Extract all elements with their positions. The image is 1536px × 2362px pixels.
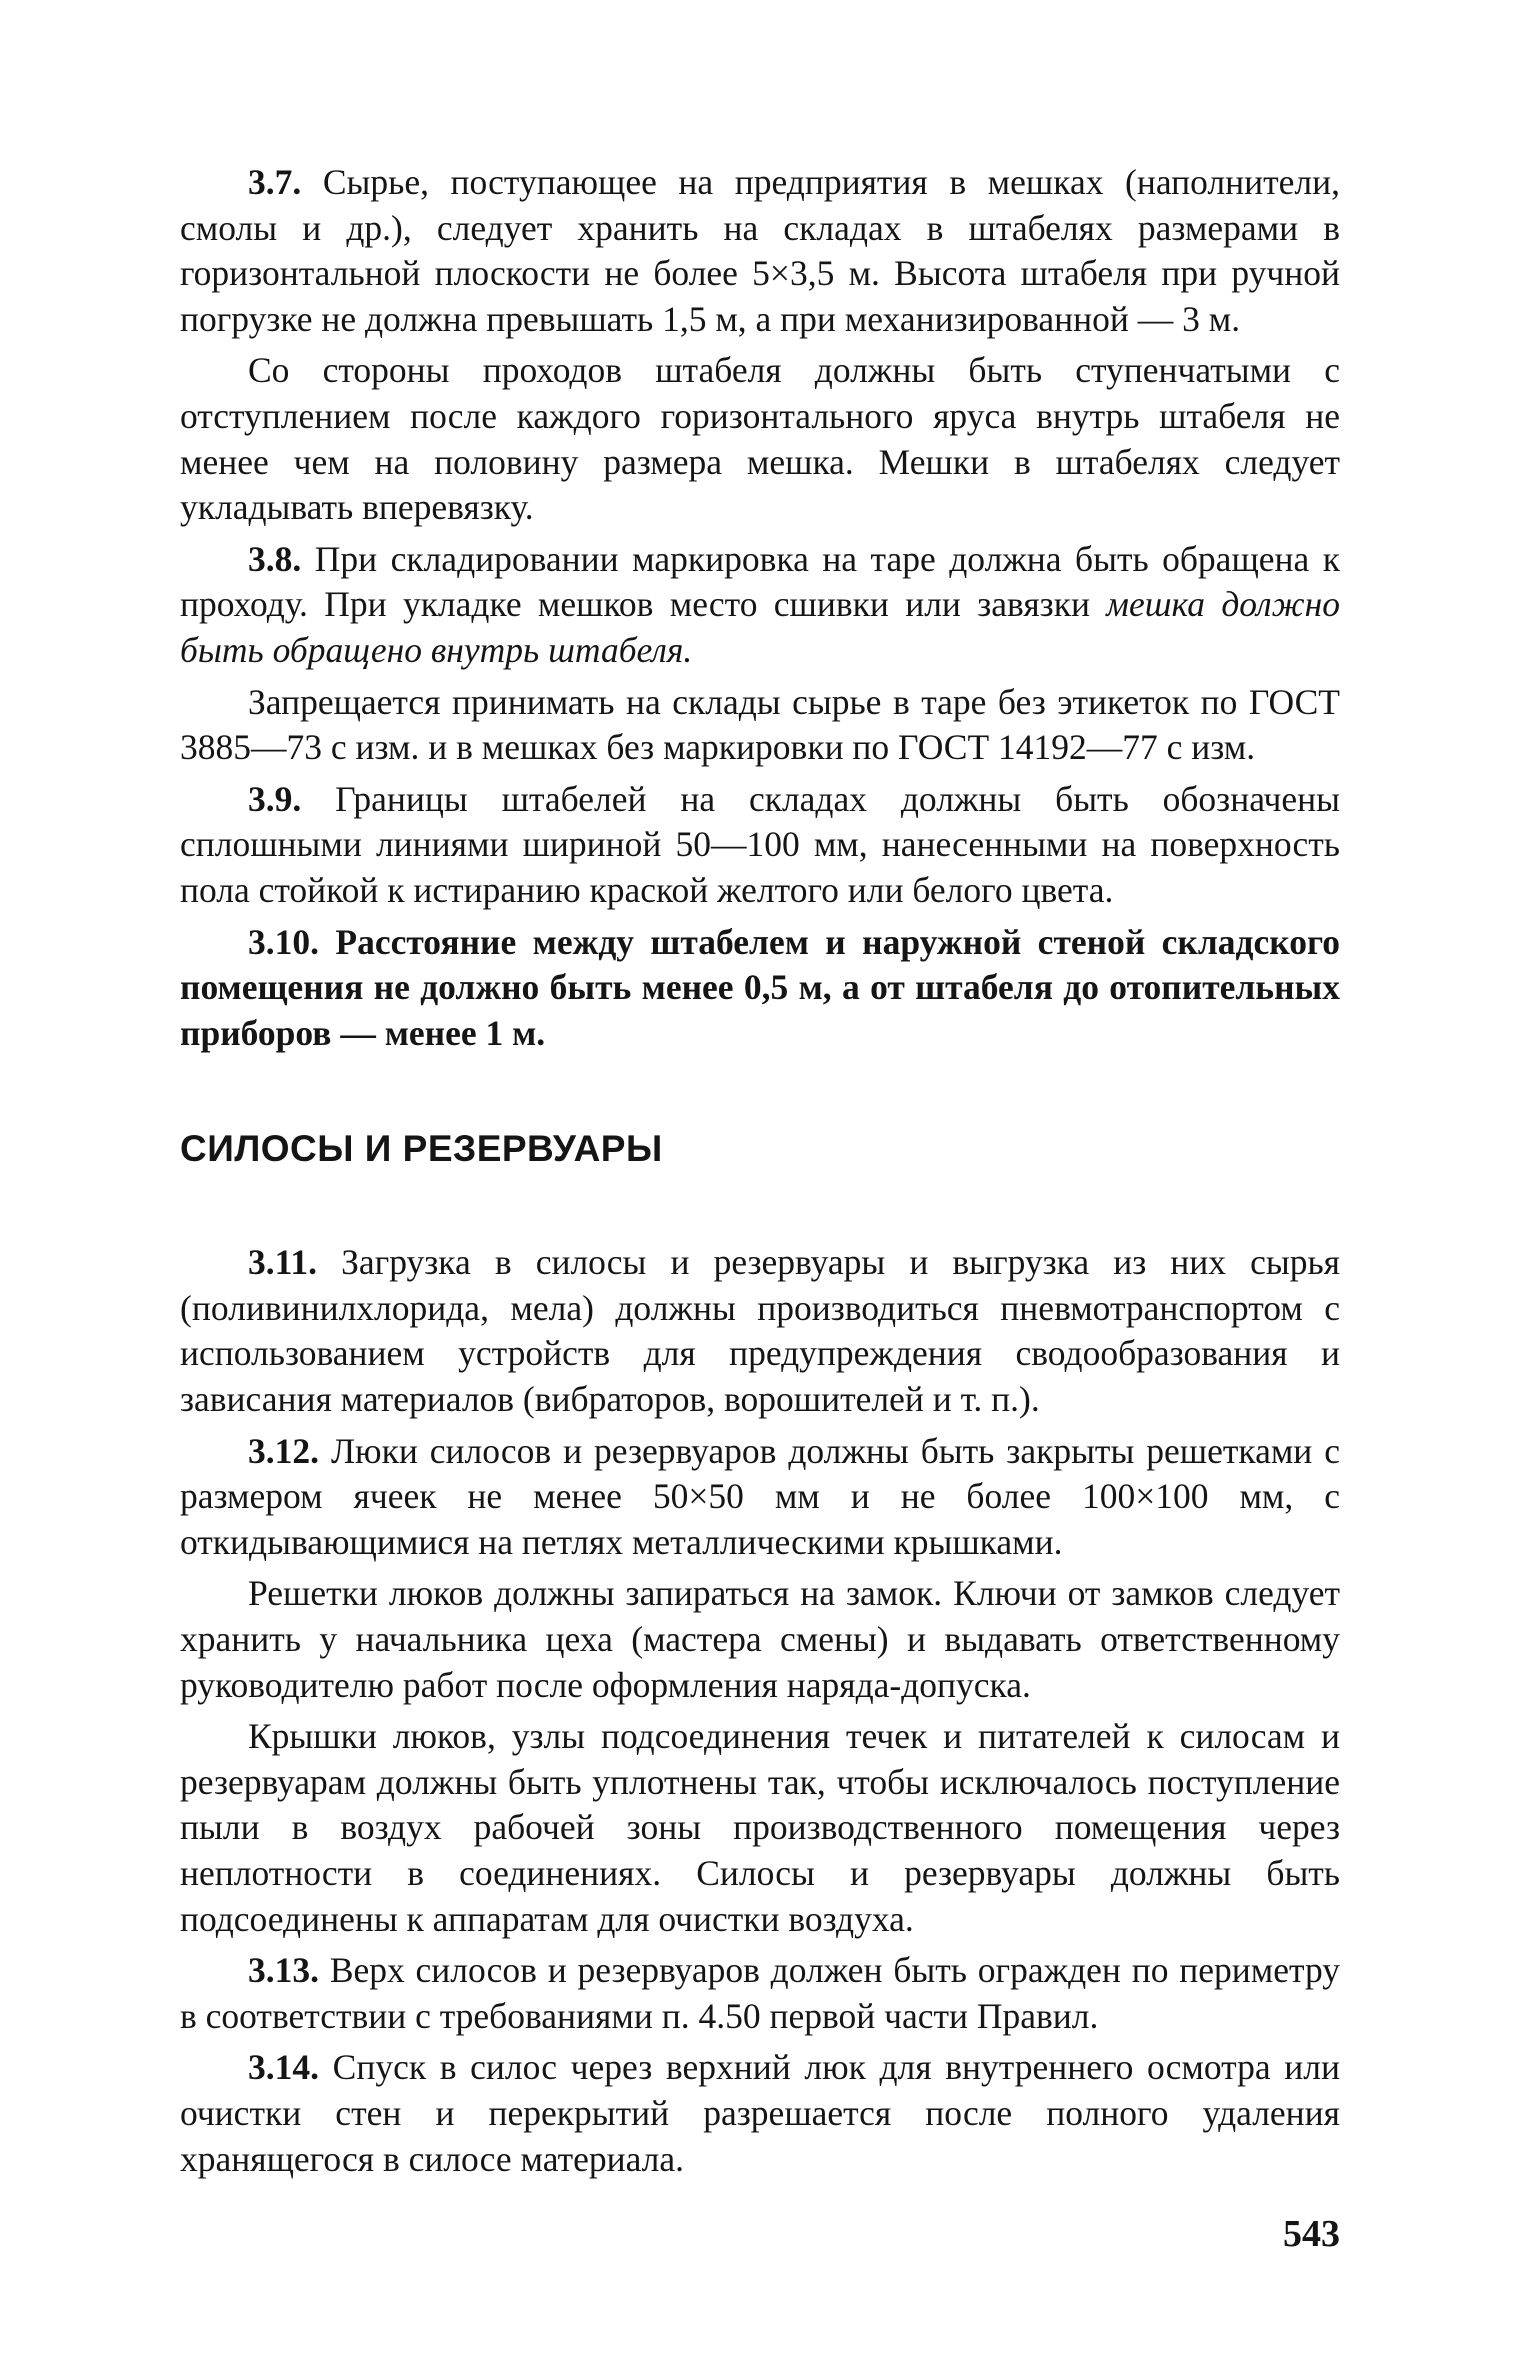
paragraph-text: Сырье, поступающее на предприятия в мешках (наполнители, смолы и др.), следует хранить на складах в штабелях размерами в горизонтальной плоскости не более 5×3,5 м. Высота штабеля при ручной погрузке не должна превышать 1,5 м, а при механизированной — 3 м. <box>180 162 1340 339</box>
paragraph-text: Спуск в силос через верхний люк для внутреннего осмотра или очистки стен и перекрытий разрешается после полного удаления хранящегося в силосе материала. <box>180 2047 1341 2179</box>
paragraph-text: Загрузка в силосы и резервуары и выгрузка из них сырья (поливинилхлорида, мела) должны производиться пневмотранспортом с использованием устройств для предупреждения сводообразования и зависания материалов (вибраторов, ворошителей и т. п.). <box>180 1242 1341 1420</box>
paragraph-labels-prohibition <box>180 680 1340 771</box>
clause-number: 3.12. <box>248 1430 319 1471</box>
paragraph-3-7 <box>180 160 1340 342</box>
page-number: 543 <box>1283 2213 1340 2255</box>
paragraph-3-8 <box>180 537 1340 674</box>
paragraph-hatch-seals <box>180 1714 1340 1942</box>
paragraph-hatch-locks <box>180 1571 1340 1708</box>
paragraph-text: Запрещается принимать на склады сырье в таре без этикеток по ГОСТ 3885—73 с изм. и в мешках без маркировки по ГОСТ 14192—77 с изм. <box>180 681 1340 768</box>
paragraph-3-13 <box>180 1948 1340 2039</box>
clause-number: 3.7. <box>248 162 302 202</box>
paragraph-text: Со стороны проходов штабеля должны быть ступенчатыми с отступлением после каждого горизонтального яруса внутрь штабеля не менее чем на половину размера мешка. Мешки в штабелях следует укладывать вперевязку. <box>180 350 1340 528</box>
paragraph-3-14 <box>180 2045 1340 2182</box>
section-heading: СИЛОСЫ И РЕЗЕРВУАРЫ <box>180 1128 663 1170</box>
clause-number: 3.8. <box>248 538 302 579</box>
paragraph-text: Расстояние между штабелем и наружной стеной складского помещения не должно быть менее 0,5 м, а от штабеля до отопительных приборов — менее 1 м. <box>180 921 1340 1053</box>
clause-number: 3.9. <box>248 778 302 819</box>
clause-number: 3.13. <box>248 1950 319 1991</box>
clause-number: 3.14. <box>248 2047 319 2088</box>
paragraph-text: Верх силосов и резервуаров должен быть огражден по периметру в соответствии с требованиями п. 4.50 первой части Правил. <box>180 1950 1340 2036</box>
paragraph-3-11 <box>180 1240 1340 1422</box>
paragraph-italic-text: мешка должно быть обращено внутрь штабеля. <box>180 584 1341 670</box>
document-page <box>180 160 1340 2188</box>
paragraph-text: Крышки люков, узлы подсоединения течек и питателей к силосам и резервуарам должны быть уплотнены так, чтобы исключалось поступление пыли в воздух рабочей зоны производственного помещения через неплотности в соединениях. Силосы и резервуары должны быть подсоединены к аппаратам для очистки воздуха. <box>180 1716 1340 1939</box>
clause-number: 3.11. <box>248 1242 318 1283</box>
paragraph-stack-steps <box>180 348 1340 530</box>
paragraph-3-10 <box>180 920 1340 1057</box>
paragraph-text: При складировании маркировка на таре должна быть обращена к проходу. При укладке мешков место сшивки или завязки <box>180 538 1341 625</box>
paragraph-3-12 <box>180 1429 1340 1566</box>
paragraph-text: Решетки люков должны запираться на замок. Ключи от замков следует хранить у начальника цеха (мастера смены) и выдавать ответственному руководителю работ после оформления наряда-допуска. <box>180 1573 1340 1705</box>
paragraph-text: Люки силосов и резервуаров должны быть закрыты решетками с размером ячеек не менее 50×50 мм и не более 100×100 мм, с откидывающимися на петлях металлическими крышками. <box>180 1430 1341 1562</box>
clause-number: 3.10. <box>248 921 319 962</box>
paragraph-text: Границы штабелей на складах должны быть обозначены сплошными линиями шириной 50—100 мм, нанесенными на поверхность пола стойкой к истиранию краской желтого или белого цвета. <box>180 778 1340 910</box>
paragraph-3-9 <box>180 777 1340 914</box>
